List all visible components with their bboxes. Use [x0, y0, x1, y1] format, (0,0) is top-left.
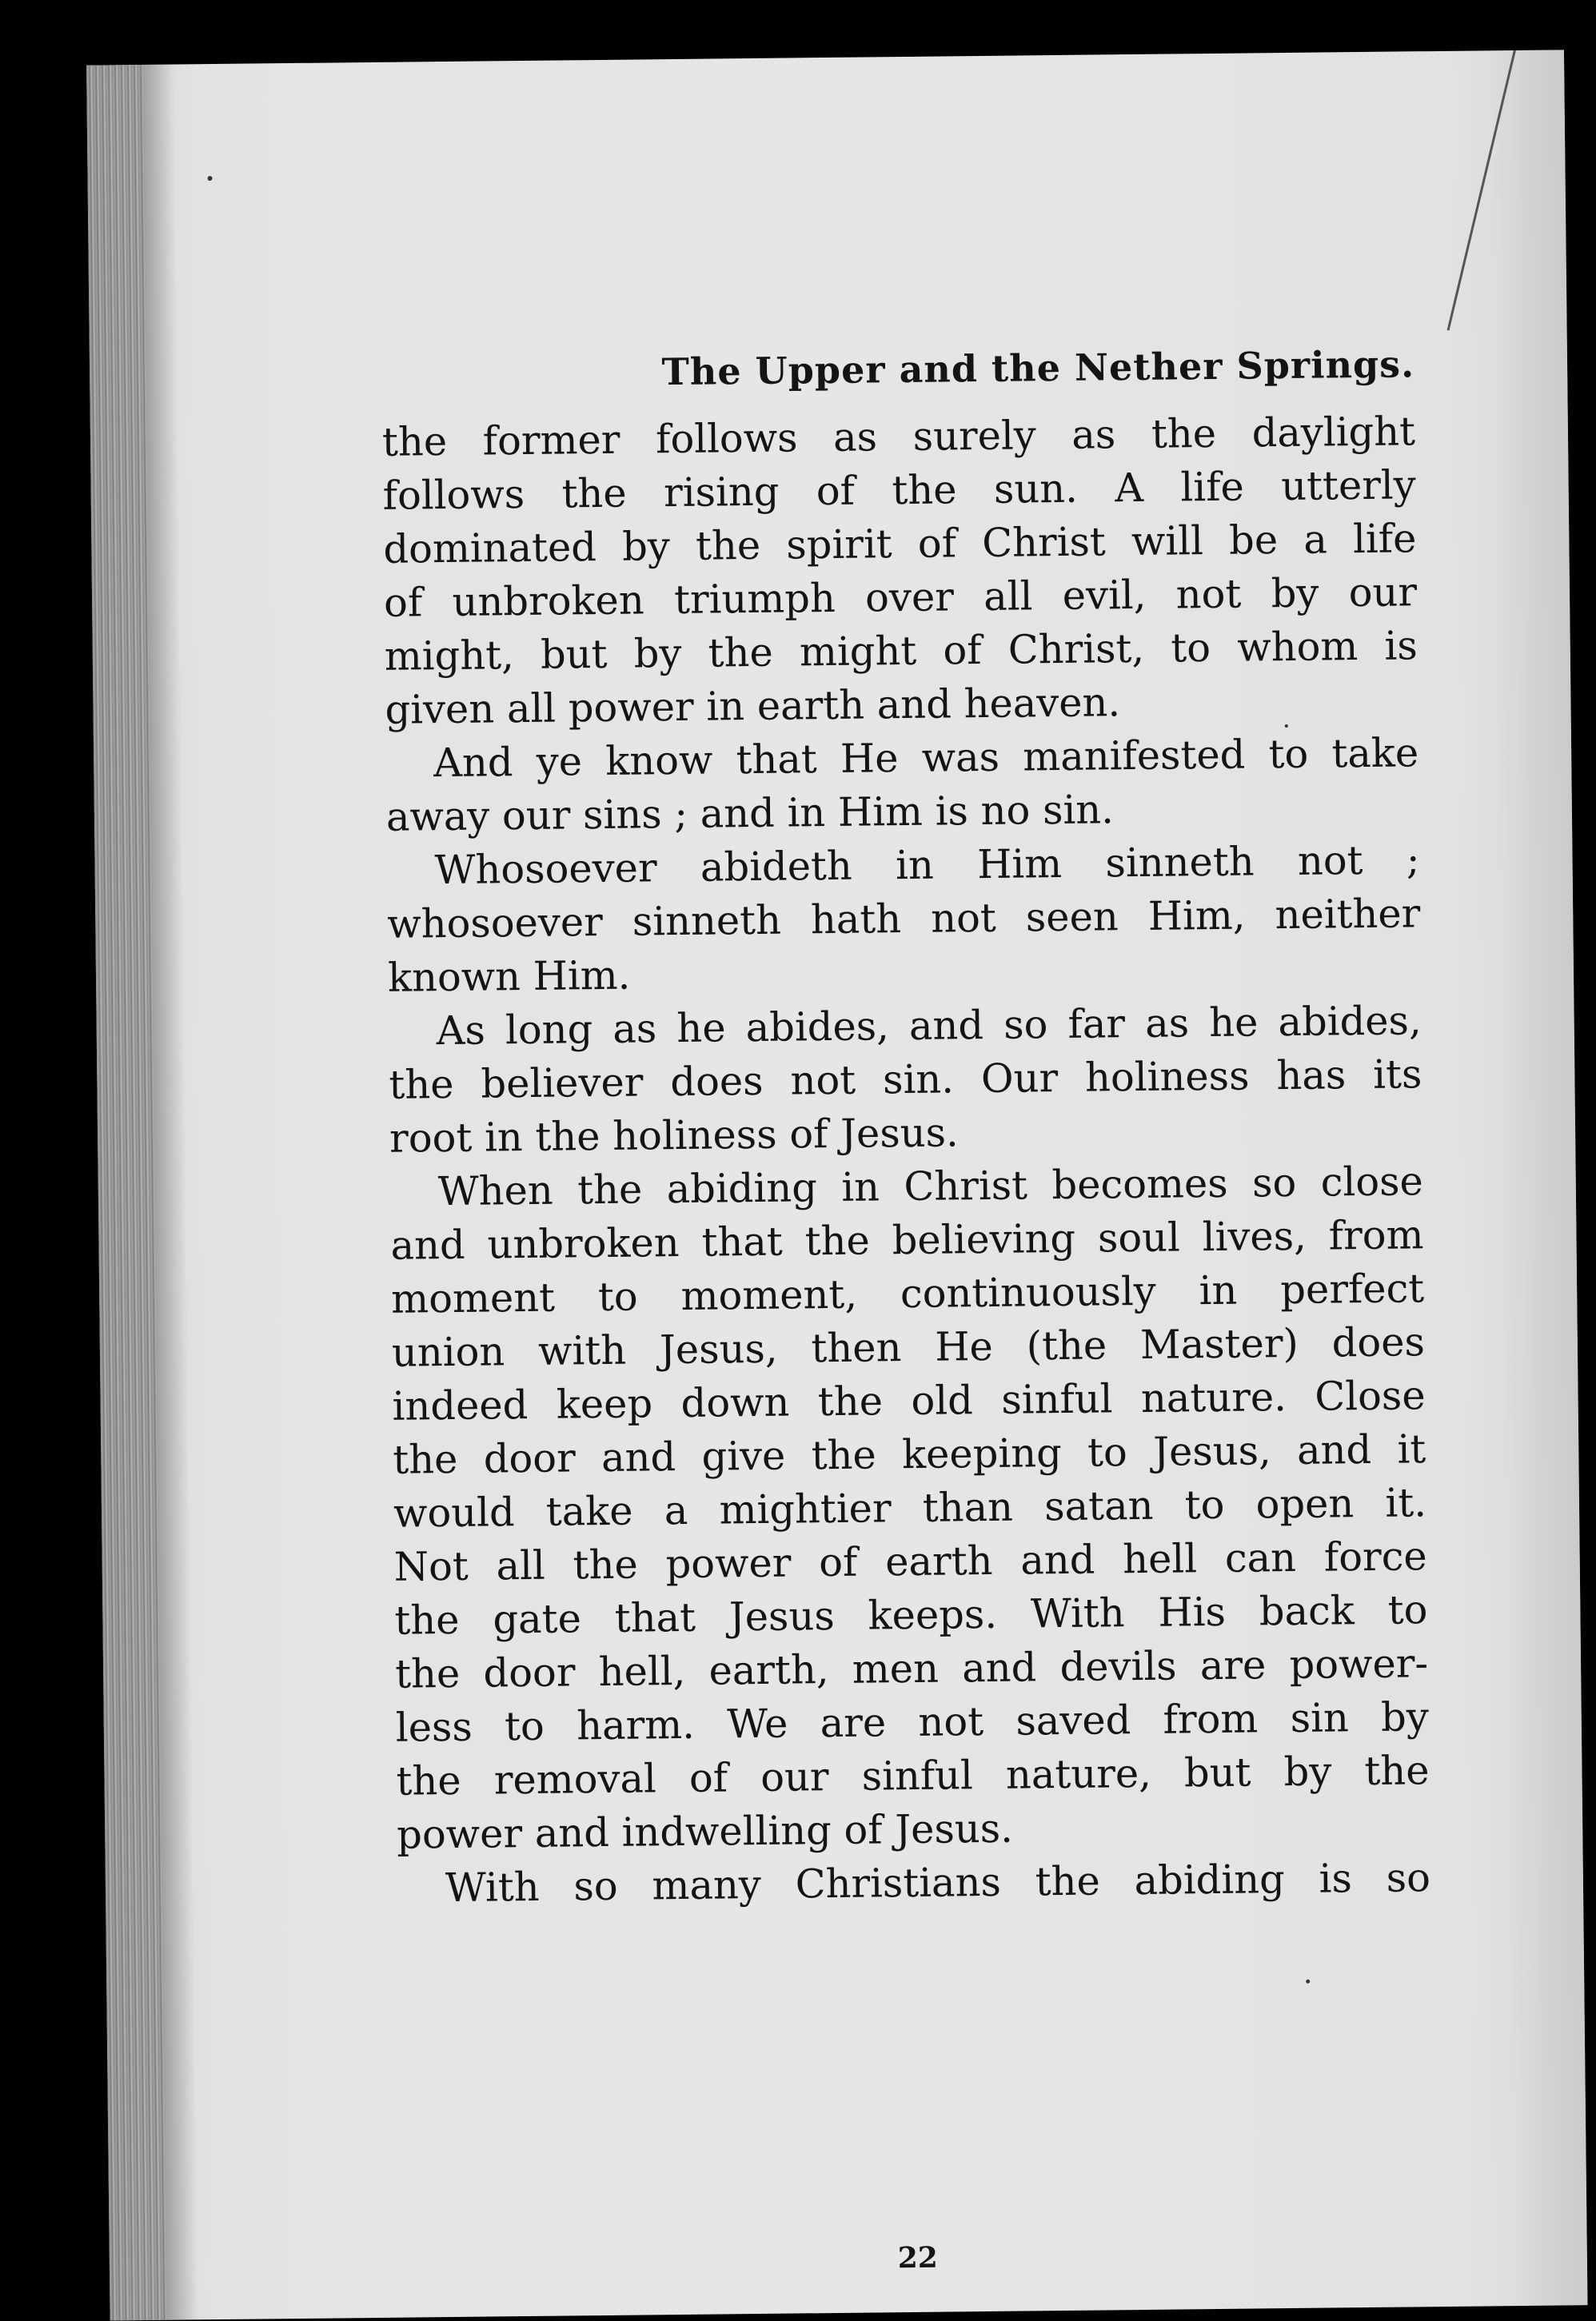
- text-line: follows the rising of the sun. A life utterly: [382, 461, 1416, 519]
- text-line: given all power in earth and heaven.: [385, 679, 1121, 733]
- paragraph: [388, 994, 1422, 1166]
- paragraph: [389, 1155, 1430, 1861]
- paragraph: [382, 405, 1418, 737]
- text-line: whosoever sinneth hath not seen Him, neither: [387, 890, 1421, 947]
- text-line: Whosoever abideth in Him sinneth not ;: [434, 836, 1420, 894]
- paragraph: [397, 1851, 1431, 1916]
- book-page: [86, 50, 1587, 2320]
- text-line: would take a mightier than satan to open it.: [393, 1479, 1427, 1537]
- text-line: Not all the power of earth and hell can force: [393, 1533, 1427, 1590]
- text-line: power and indwelling of Jesus.: [396, 1805, 1014, 1858]
- ink-speck: [1306, 1980, 1310, 1984]
- text-line: the removal of our sinful nature, but by the: [396, 1747, 1430, 1805]
- text-line: With so many Christians the abiding is so: [445, 1854, 1431, 1912]
- text-line: the door and give the keeping to Jesus, and it: [393, 1426, 1426, 1483]
- text-line: the door hell, earth, men and devils are power-: [394, 1640, 1429, 1697]
- text-line: And ye know that He was manifested to take: [433, 729, 1419, 787]
- text-line: union with Jesus, then He (the Master) does: [391, 1318, 1426, 1376]
- paragraph: [386, 833, 1421, 1005]
- ink-speck: [208, 176, 213, 181]
- body-text: [382, 405, 1431, 1915]
- text-line: known Him.: [387, 951, 631, 1001]
- text-line: When the abiding in Christ becomes so close: [437, 1158, 1424, 1215]
- text-line: of unbroken triumph over all evil, not by our: [383, 568, 1418, 626]
- text-line: the believer does not sin. Our holiness has its: [389, 1051, 1422, 1108]
- text-line: less to harm. We are not saved from sin by: [395, 1693, 1430, 1751]
- paragraph: [385, 726, 1419, 844]
- page-number: 22: [897, 2240, 939, 2275]
- text-line: dominated by the spirit of Christ will be a life: [383, 515, 1417, 572]
- text-line: indeed keep down the old sinful nature. Close: [392, 1372, 1426, 1430]
- text-line: root in the holiness of Jesus.: [389, 1109, 960, 1162]
- text-line: the gate that Jesus keeps. With His back to: [394, 1586, 1428, 1644]
- text-line: might, but by the might of Christ, to whom is: [384, 622, 1418, 680]
- text-line: the former follows as surely as the daylight: [381, 408, 1416, 465]
- text-line: moment to moment, continuously in perfect: [390, 1265, 1425, 1322]
- text-line: away our sins ; and in Him is no sin.: [385, 786, 1115, 840]
- page-text: [381, 339, 1431, 2275]
- running-head: The Upper and the Nether Springs.: [661, 342, 1415, 394]
- page-edge-shadow: [1492, 50, 1588, 2306]
- text-line: As long as he abides, and so far as he abides,: [436, 997, 1422, 1055]
- text-line: and unbroken that the believing soul lives, from: [390, 1211, 1424, 1269]
